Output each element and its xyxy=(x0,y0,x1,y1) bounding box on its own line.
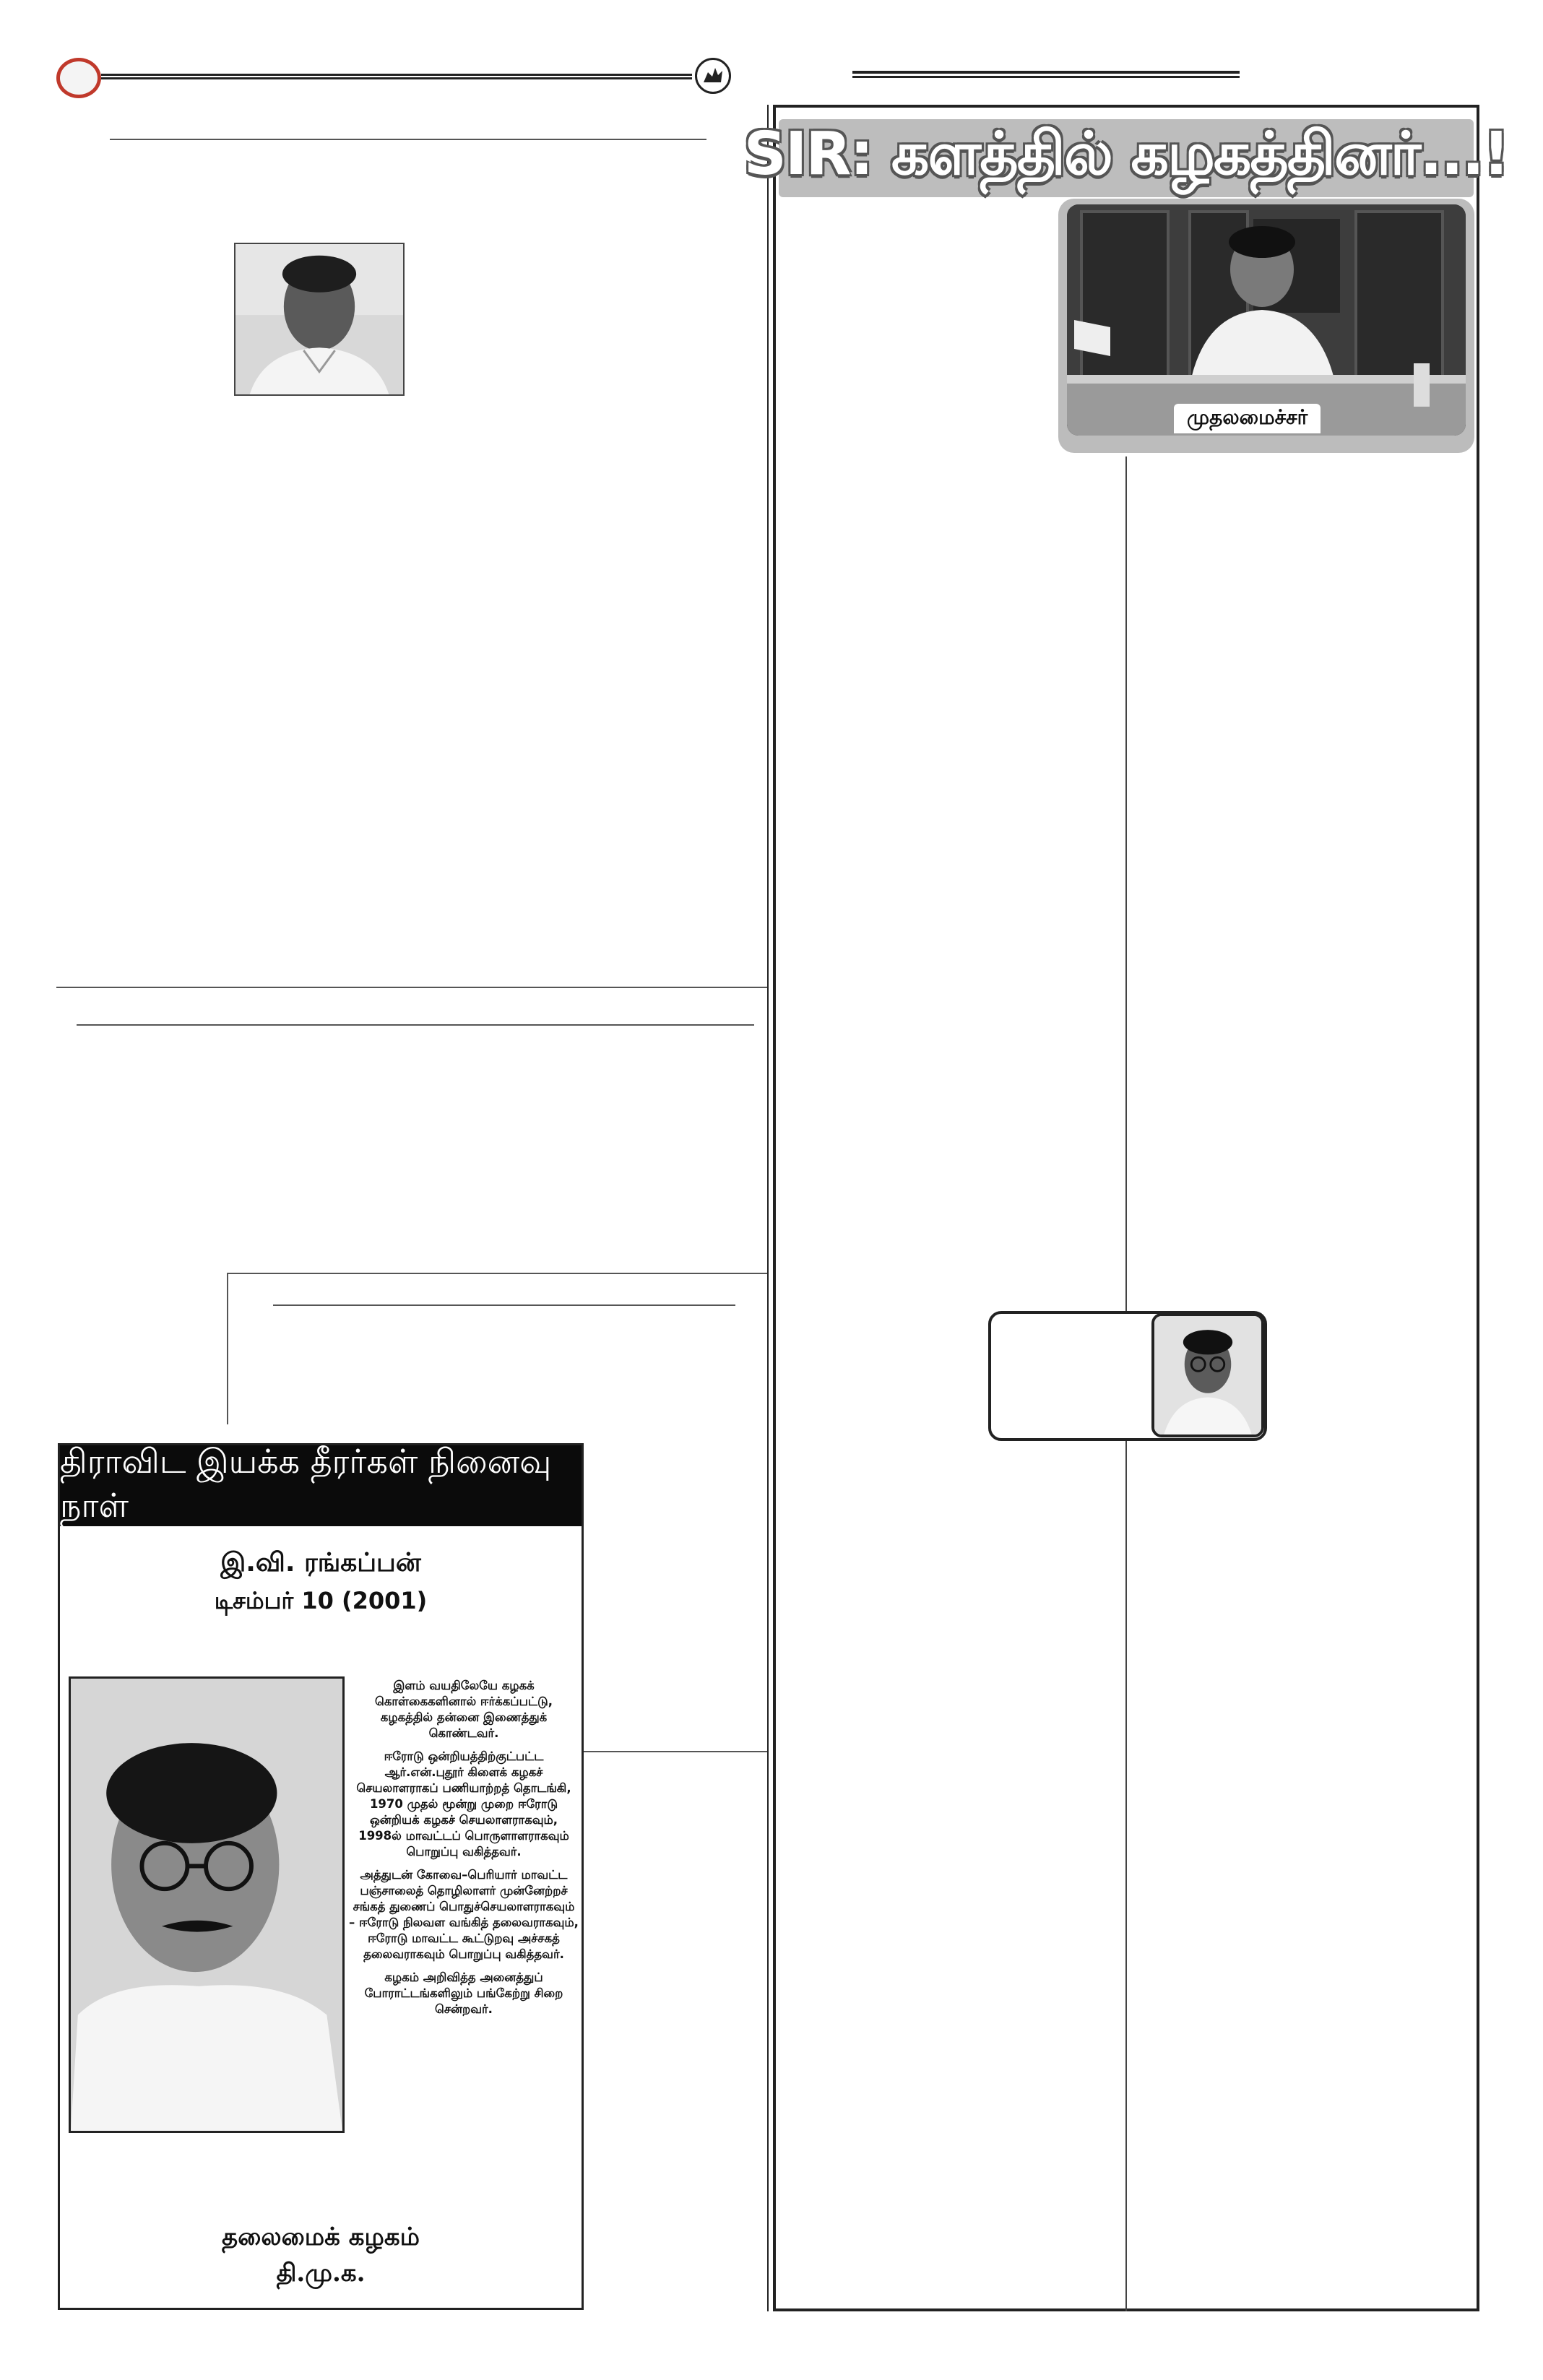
memorial-biography xyxy=(349,1678,579,2025)
page-marker-circle-icon xyxy=(56,58,101,98)
left-column-lower-rule xyxy=(584,1751,767,1752)
memorial-bio-paragraph: கழகம் அறிவித்த அனைத்துப் போராட்டங்களிலும் பங்கேற்று சிறை சென்றவர். xyxy=(364,1970,563,2016)
chief-minister-photo xyxy=(1067,204,1466,436)
left-article-portrait-photo xyxy=(234,243,405,396)
memorial-signature-line1: தலைமைக் கழகம் xyxy=(222,2223,420,2251)
header-rule-left xyxy=(101,74,692,79)
memorial-header: திராவிட இயக்க தீரர்கள் நினைவு நாள் xyxy=(60,1445,582,1526)
right-article-headline-band xyxy=(743,119,1509,197)
left-box-top-rule xyxy=(227,1273,767,1274)
memorial-bio-paragraph: இளம் வயதிலேயே கழகக் கொள்கைகளினால் ஈர்க்கப்பட்டு, கழகத்தில் தன்னை இணைத்துக் கொண்டவர். xyxy=(375,1679,553,1740)
right-article-outer-rule xyxy=(767,105,769,2311)
left-box-inner-rule xyxy=(273,1304,735,1306)
left-section-divider xyxy=(56,987,767,988)
memorial-person-name: இ.வி. ரங்கப்பன் xyxy=(220,1548,421,1578)
left-second-article-rule xyxy=(77,1024,754,1026)
chief-minister-photo-caption: முதலமைச்சர் xyxy=(1174,404,1321,433)
memorial-date: டிசம்பர் 10 (2001) xyxy=(214,1587,428,1614)
memorial-signature-line2: தி.மு.க. xyxy=(276,2259,366,2288)
left-box-left-border xyxy=(227,1273,228,1424)
memorial-portrait-photo xyxy=(69,1676,345,2133)
memorial-bio-paragraph: அத்துடன் கோவை–பெரியார் மாவட்ட பஞ்சாலைத் தொழிலாளர் முன்னேற்றச் சங்கத் துணைப் பொதுச்செயலாளராகவும் – ஈரோடு நிலவள வங்கித் தலைவராகவும், ஈரோடு மாவட்ட கூட்டுறவு அச்சகத் தலைவராகவும் பொறுப்பு வகித்தவர். xyxy=(349,1868,579,1961)
inset-portrait-photo xyxy=(1151,1313,1264,1437)
chief-minister-photo-frame xyxy=(1058,199,1474,453)
memorial-bio-paragraph: ஈரோடு ஒன்றியத்திற்குட்பட்ட ஆர்.என்.புதூர் கிளைக் கழகச் செயலாளராகப் பணியாற்றத் தொடங்கி, 1970 முதல் மூன்று முறை ஈரோடு ஒன்றியக் கழகச் செயலாளராகவும், 1998ல் மாவட்டப் பொருளாளராகவும் பொறுப்பு வகித்தவர். xyxy=(356,1749,571,1858)
party-emblem-icon xyxy=(695,58,731,94)
header-rule-right xyxy=(852,71,1240,78)
left-article-top-rule xyxy=(110,139,706,140)
right-article-headline: SIR: களத்தில் கழகத்தினர்...! xyxy=(743,120,1509,189)
memorial-notice xyxy=(58,1443,584,2310)
